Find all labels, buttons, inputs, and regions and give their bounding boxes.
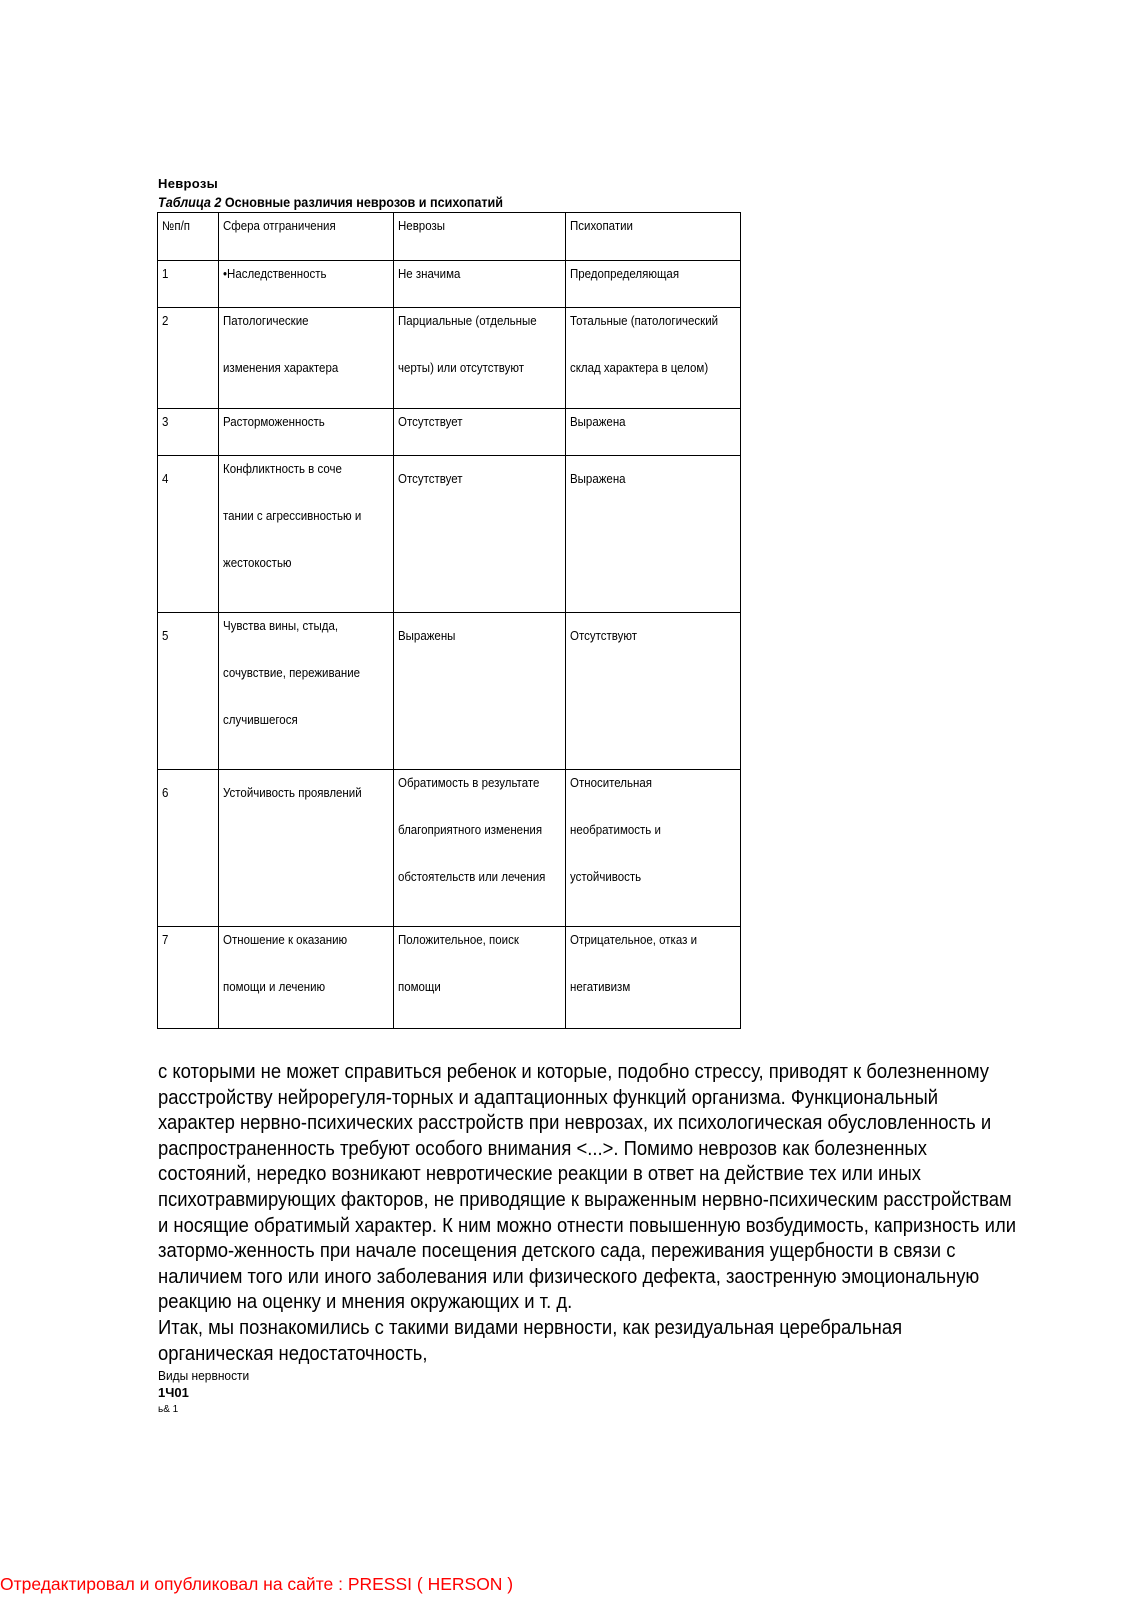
body-paragraph-2: Итак, мы познакомились с такими видами нервности, как резидуальная церебральная органическая недостаточность,: [158, 1315, 903, 1365]
row-psychopathies: Выражена: [566, 456, 741, 613]
row-neuroses: Не значима: [394, 261, 566, 308]
header-neuroses: Неврозы: [394, 213, 566, 261]
footer-mark: ь& 1: [158, 1404, 179, 1415]
row-neuroses: Выражены: [394, 613, 566, 770]
table-row: [158, 308, 741, 409]
body-text: [158, 1059, 1018, 1366]
table-caption-label: Таблица 2: [158, 194, 222, 210]
header-psychopathies: Психопатии: [566, 213, 741, 261]
row-neuroses: Обратимость в результате благоприятного изменения обстоятельств или лечения: [394, 770, 566, 927]
row-neuroses: Отсутствует: [394, 409, 566, 456]
footer-code: 1Ч01: [158, 1385, 189, 1400]
row-num: 2: [158, 308, 219, 409]
table-row: [158, 927, 741, 1029]
table-row: [158, 409, 741, 456]
row-psychopathies: Отсутствуют: [566, 613, 741, 770]
row-num: 1: [158, 261, 219, 308]
row-psychopathies: Тотальные (патологический склад характера в целом): [566, 308, 741, 409]
header-sphere: Сфера отграничения: [219, 213, 394, 261]
table-row: [158, 613, 741, 770]
row-sphere: Патологические изменения характера: [219, 308, 394, 409]
row-sphere: Устойчивость проявлений: [219, 770, 394, 927]
table-caption-text: Основные различия неврозов и психопатий: [221, 194, 503, 210]
row-psychopathies: Выражена: [566, 409, 741, 456]
row-sphere: Расторможенность: [219, 409, 394, 456]
row-neuroses: Отсутствует: [394, 456, 566, 613]
row-psychopathies: Предопределяющая: [566, 261, 741, 308]
row-num: 4: [158, 456, 219, 613]
comparison-table: [157, 212, 741, 1029]
row-sphere: Отношение к оказанию помощи и лечению: [219, 927, 394, 1029]
row-psychopathies: Относительная необратимость и устойчивость: [566, 770, 741, 927]
table-header-row: [158, 213, 741, 261]
row-neuroses: Положительное, поиск помощи: [394, 927, 566, 1029]
publisher-note: Отредактировал и опубликовал на сайте : PRESSI ( HERSON ): [0, 1574, 514, 1594]
row-num: 5: [158, 613, 219, 770]
row-psychopathies: Отрицательное, отказ и негативизм: [566, 927, 741, 1029]
row-sphere: Конфликтность в соче тании с агрессивностью и жестокостью: [219, 456, 394, 613]
row-neuroses: Парциальные (отдельные черты) или отсутствуют: [394, 308, 566, 409]
row-sphere: •Наследственность: [219, 261, 394, 308]
running-title: Виды нервности: [158, 1368, 250, 1383]
header-num: №п/п: [158, 213, 219, 261]
row-sphere: Чувства вины, стыда, сочувствие, переживание случившегося: [219, 613, 394, 770]
table-row: [158, 770, 741, 927]
section-title: Неврозы: [158, 176, 218, 191]
row-num: 6: [158, 770, 219, 927]
body-paragraph-1: с которыми не может справиться ребенок и которые, подобно стрессу, приводят к болезненному расстройству нейрорегуля-торных и адаптационных функций организма. Функциональный характер нервно-психических расстройств при неврозах, их психологическая обусловленность и распространенность требуют особого внимания <...>. Помимо неврозов как болезненных состояний, нередко возникают невротические реакции в ответ на действие тех или иных психотравмирующих факторов, не приводящие к выраженным нервно-психическим расстройствам и носящие обратимый характер. К ним можно отнести повышенную возбудимость, капризность или затормо-женность при начале посещения детского сада, переживания ущербности в связи с наличием того или иного заболевания или физического дефекта, заостренную эмоциональную реакцию на оценку и мнения окружающих и т. д.: [158, 1060, 1017, 1314]
table-row: [158, 456, 741, 613]
row-num: 7: [158, 927, 219, 1029]
table-row: [158, 261, 741, 308]
table-caption: [158, 194, 503, 210]
row-num: 3: [158, 409, 219, 456]
